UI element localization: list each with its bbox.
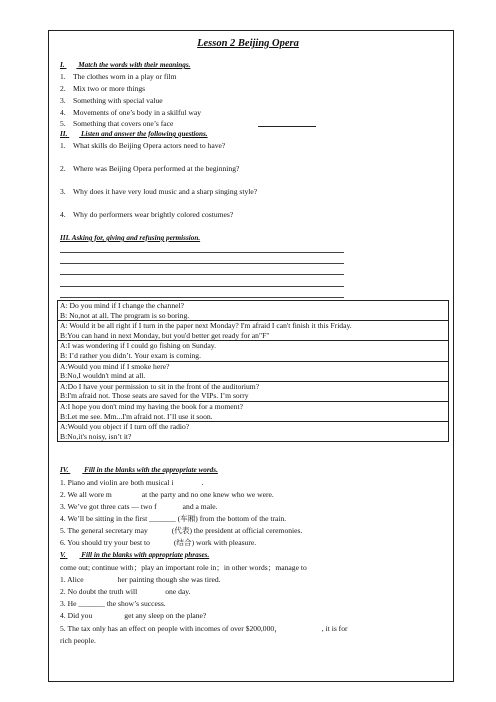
section-2-number: II. <box>60 130 68 138</box>
phrase-item: 1. Alice her painting though she was tired. <box>60 575 221 584</box>
dialogue-row <box>58 301 449 321</box>
dialogue-line-b: B:You can hand in next Monday, but you'd better get ready for an"F" <box>60 330 270 340</box>
phrase-item: 2. No doubt the truth will one day. <box>60 587 191 596</box>
match-item: 5. Something that covers one’s face <box>60 119 174 128</box>
phrase-item: 4. Did you get any sleep on the plane? <box>60 611 207 620</box>
fill-item: 6. You should try your best to (结合) work with pleasure. <box>60 538 257 547</box>
section-3-heading: III. Asking for, giving and refusing permission. <box>60 234 201 242</box>
dialogue-line-b: B:Let me see. Mm...I'm afraid not. I’ll use it soon. <box>60 411 213 421</box>
fill-item: 3. We’ve got three cats — two f and a male. <box>60 502 218 511</box>
dialogue-row <box>58 381 449 401</box>
dialogue-line-b: B: I’d rather you didn’t. Your exam is coming. <box>60 350 201 360</box>
dialogue-line-a: A:Would you object if I turn off the radio? <box>60 422 190 432</box>
fill-item: 5. The general secretary may (代表) the president at official ceremonies. <box>60 526 303 535</box>
dialogue-line-b: B:No,it's noisy, isn’t it? <box>60 431 132 441</box>
match-item: 3. Something with special value <box>60 96 163 105</box>
section-5-heading <box>60 551 209 559</box>
dialogue-line-a: A: Would it be all right if I turn in the paper next Monday? I'm afraid I can't finish it this Friday. <box>60 321 352 331</box>
section-1-title: Match the words with their meanings. <box>78 61 191 69</box>
section-4-heading <box>60 466 218 474</box>
fill-item: 4. We’ll be sitting in the first _______ (车厢) from the bottom of the train. <box>60 514 287 523</box>
section-2-title: Listen and answer the following questions. <box>81 130 208 138</box>
dialogue-line-b: B:No,I wouldn't mind at all. <box>60 371 146 381</box>
section-5-number: V. <box>60 551 66 559</box>
dialogue-line-a: A:I was wondering if I could go fishing on Sunday. <box>60 341 217 351</box>
dialogue-row <box>58 321 449 341</box>
writing-line <box>60 252 344 253</box>
writing-line <box>60 263 344 264</box>
section-1-heading <box>60 61 190 69</box>
section-4-title: Fill in the blanks with the appropriate words. <box>84 466 218 474</box>
answer-blank-line <box>258 126 316 127</box>
dialogue-row <box>58 361 449 381</box>
question-item: 4. Why do performers wear brightly colored costumes? <box>60 210 234 219</box>
section-5-title: Fill in the blanks with appropriate phrases. <box>81 551 210 559</box>
section-4-number: IV. <box>60 466 69 474</box>
dialogue-line-a: A:I hope you don't mind my having the book for a moment? <box>60 401 243 411</box>
dialogue-row <box>58 341 449 361</box>
dialogue-row <box>58 422 449 442</box>
phrase-bank: come out; continue with；play an important role in；in other words；manage to <box>60 563 307 572</box>
dialogue-line-b: B:I'm afraid not. Those seats are saved for the VIPs. I’m sorry <box>60 391 249 401</box>
writing-line <box>60 274 344 275</box>
fill-item: 2. We all wore m at the party and no one knew who we were. <box>60 490 274 499</box>
section-2-heading <box>60 130 208 138</box>
phrase-item: 5. The tax only has an effect on people with incomes of over $200,000， , it is for <box>60 624 348 633</box>
dialogue-line-a: A:Would you mind if I smoke here? <box>60 361 170 371</box>
dialogue-line-a: A:Do I have your permission to sit in the front of the auditorium? <box>60 381 260 391</box>
question-item: 1. What skills do Beijing Opera actors need to have? <box>60 141 226 150</box>
question-item: 2. Where was Beijing Opera performed at the beginning? <box>60 164 240 173</box>
match-item: 2. Mix two or more things <box>60 84 146 93</box>
section-1-number: I. <box>60 61 65 69</box>
dialogue-line-b: B: No,not at all. The program is so boring. <box>60 310 190 320</box>
dialogue-line-a: A: Do you mind if I change the channel? <box>60 301 184 310</box>
fill-item: 1. Piano and violin are both musical i . <box>60 478 204 487</box>
dialogue-table <box>57 300 449 442</box>
question-item: 3. Why does it have very loud music and a sharp singing style? <box>60 187 258 196</box>
match-item: 4. Movements of one’s body in a skilful way <box>60 108 202 117</box>
writing-line <box>60 286 344 287</box>
writing-line <box>60 297 344 298</box>
phrase-item: 3. He _______ the show’s success. <box>60 599 166 608</box>
page-title: Lesson 2 Beijing Opera <box>197 38 299 49</box>
match-item: 1. The clothes worn in a play or film <box>60 72 177 81</box>
dialogue-row <box>58 401 449 421</box>
phrase-item-continuation: rich people. <box>60 636 96 645</box>
